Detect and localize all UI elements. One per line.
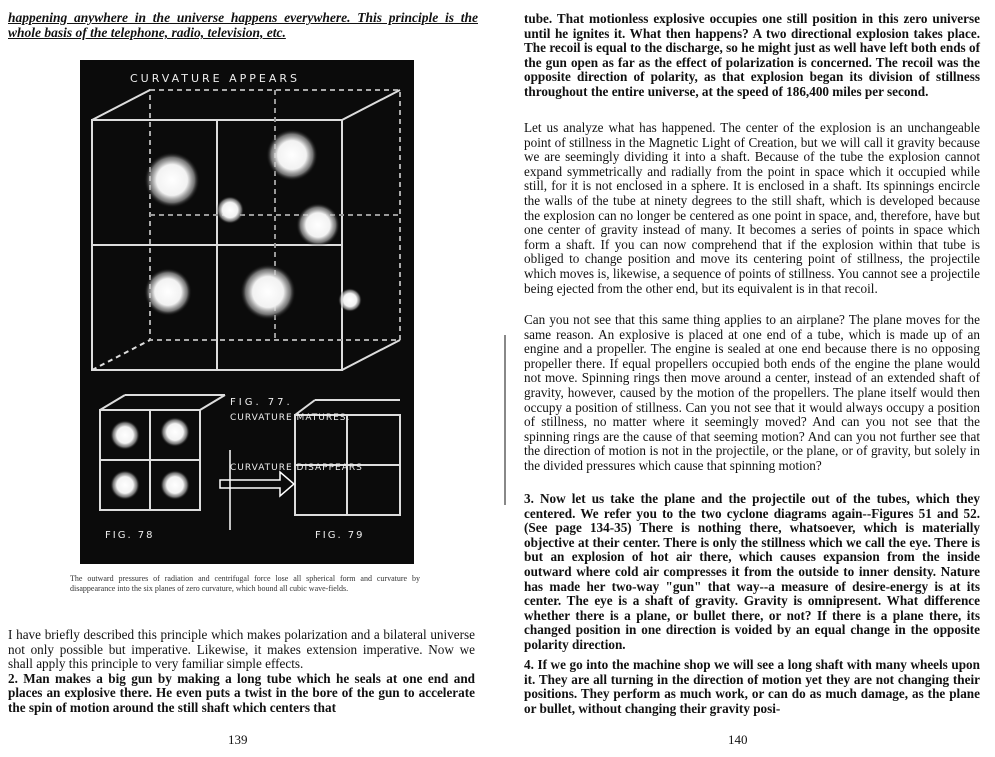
right-paragraph-4: 3. Now let us take the plane and the projectile out of the tubes, which they centered. We refer you to the two cyclone diagrams again--Figures 51 and 52. (See page 134-35) There is nothing there, whatsoever, which is materially objective at their center. There is only the stillness which we call the eye. There is but an explosion of hot air there, which causes expansion from the inside outward where cold air compresses it from the outside to inner density. Nature has made her two-way "gun" that way--a measure of desire-energy is at its center. The eye is a shaft of gravity. Gravity is omnipresent. What difference whether there is a plane, or bullet there, or not? If there is a plane there, its changed position in one direction is voided by an equal change in the opposite polarity direction. [524, 491, 980, 652]
right-paragraph-5: 4. If we go into the machine shop we will see a long shaft with many wheels upon it. They are all turning in the direction of motion yet they are not changing their positions. They perform as much work, or can do as much damage, as the plane or bullet, without changing their gravity posi- [524, 657, 980, 716]
left-paragraph: I have briefly described this principle which makes polarization and a bilateral universe not only possible but imperative. Likewise, it makes extension imperative. Now we shall apply this principle to very familiar simple effects. [8, 627, 475, 672]
label-fig-78: FIG. 78 [105, 530, 155, 541]
label-curvature-disappears: CURVATURE DISAPPEARS [230, 463, 363, 473]
cube-diagram [80, 60, 414, 564]
left-page [0, 0, 497, 757]
label-curvature-appears: CURVATURE APPEARS [130, 72, 301, 85]
figure-caption: The outward pressures of radiation and centrifugal force lose all spherical form and curvature by disappearance into the six planes of zero curvature, which bound all cubic wave-fields. [70, 574, 420, 593]
left-paragraph-bold: 2. Man makes a big gun by making a long tube which he seals at one end and places an explosive there. He even puts a twist in the bore of the gun to accelerate the spin of motion around the still shaft which centers that [8, 670, 475, 715]
right-paragraph-3: Can you not see that this same thing applies to an airplane? The plane moves for the same reason. An explosive is placed at one end of a tube, which is made up of an engine and a propeller. The engine is sealed at one end because there is no opposing propeller there. If equal propellers occupied both ends of the engine the plane would not move. Spinning rings then move around a center, instead of an extended shaft of gravity, however, caused by the motion of the propellers. The plane itself would then occupy a position of stillness. Can you not see that it would always occupy a position of stillness, no matter where it seemingly moved? And can you not see that the spinning rings are the cause of that seeming motion? And can you not further see that the direction of motion is not in the projectile, or the plane, or of gravity, but solely in the divided pressures which cause that spinning motion? [524, 312, 980, 473]
page-number-left: 139 [228, 732, 248, 747]
figure-cube-illustration [80, 60, 414, 564]
page-number-right: 140 [728, 732, 748, 747]
margin-mark [504, 335, 506, 505]
right-paragraph-2: Let us analyze what has happened. The center of the explosion is an unchangeable point of stillness in the Magnetic Light of Creation, but we will call it gravity because we are seemingly dividing it into a shaft. Because of the tube the explosion cannot expand symmetrically and radially from the point in space which it occupied while still, for it is not enclosed in a sphere. It is enclosed in a shaft. Its spinnings encircle the walls of the tube at ninety degrees to the still shaft, which is developed because the explosion can no longer be centered as one point in space, and, therefore, have but one center of gravity instead of many. It becomes a series of points in space which form a shaft. If you can now comprehend that if the explosion within that tube is obliged to change position and move its centering point of stillness, the projectile which moves is, likewise, a sequence of points of stillness. You cannot see a projectile being ejected from the other end, but its equivalent is in that recoil. [524, 120, 980, 296]
right-paragraph-1: tube. That motionless explosive occupies one still position in this zero universe until he ignites it. What then happens? A two directional explosion takes place. The recoil is equal to the discharge, so he might just as well have left both ends of the gun open as far as the effect of polarization is concerned. The recoil was the opposite direction of polarity, as that explosion began its division of stillness throughout the entire universe, at the speed of 186,400 miles per second. [524, 11, 980, 99]
label-fig-77: FIG. 77. [230, 397, 293, 408]
label-curvature-matures: CURVATURE MATURES. [230, 413, 351, 423]
label-fig-79: FIG. 79 [315, 530, 365, 541]
right-page [498, 0, 995, 757]
left-page-header-text: happening anywhere in the universe happens everywhere. This principle is the whole basis of the telephone, radio, television, etc. [8, 10, 478, 40]
left-page-body [8, 628, 475, 716]
